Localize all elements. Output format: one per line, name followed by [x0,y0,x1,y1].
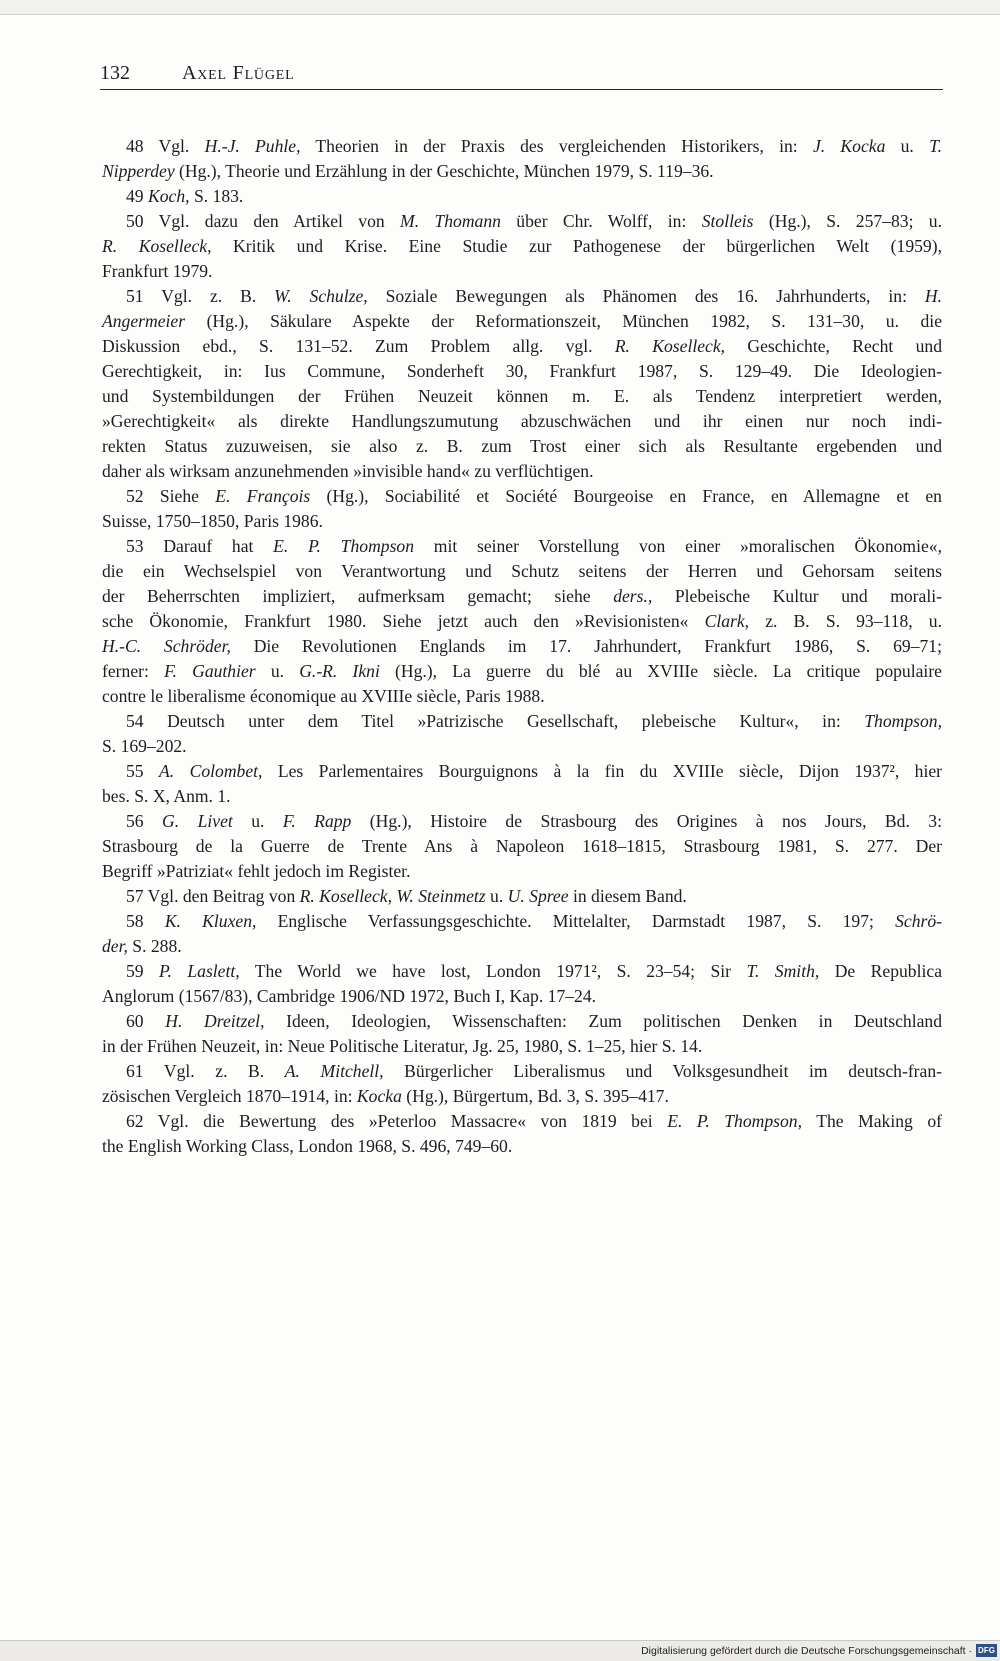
footnote-text-segment: 54 Deutsch unter dem Titel »Patrizische Gesellschaft, plebeische Kultur«, in: [126,711,865,731]
footnote-italic-segment: R. Koselleck, [614,336,726,356]
footnote-text-segment: 60 [126,1011,166,1031]
footnote-italic-segment: Nipperdey [102,161,175,181]
footnote-line [102,584,942,609]
footnote-line [102,434,942,459]
footnote-text-segment: Frankfurt 1979. [102,261,213,281]
footnote-line [102,734,942,759]
footnote-line [102,509,942,534]
footnote [102,1059,942,1109]
footnote-text-segment: u. [255,661,300,681]
footnote-text-segment: Suisse, 1750–1850, Paris 1986. [102,511,323,531]
footnote-line [102,1034,942,1059]
footnote-text-segment: in der Frühen Neuzeit, in: Neue Politische Literatur, Jg. 25, 1980, S. 1–25, hier S. 14. [102,1036,703,1056]
footnote-line [102,534,942,559]
footnote-line [102,309,942,334]
footnote-line [102,359,942,384]
footnote-text-segment: 62 Vgl. die Bewertung des »Peterloo Massacre« von 1819 bei [126,1111,668,1131]
footnote-line [102,909,942,934]
footnote-text-segment: 51 Vgl. z. B. [126,286,275,306]
footnote-line [102,684,942,709]
footnote-text-segment: der Beherrschten impliziert, aufmerksam gemacht; siehe [102,586,614,606]
dfg-logo: DFG [976,1644,997,1657]
footnote-text-segment: 48 Vgl. [126,136,205,156]
footnote-text-segment: 58 [126,911,165,931]
footnote-text-segment: 57 Vgl. den Beitrag von [126,886,300,906]
footnote-italic-segment: E. P. Thompson, [667,1111,802,1131]
footnote-italic-segment: P. Laslett, [159,961,240,981]
footnote-line [102,884,942,909]
footnote-text-segment: über Chr. Wolff, in: [500,211,702,231]
footnote-italic-segment: E. François [215,486,311,506]
footnote-line [102,1059,942,1084]
footnote-line [102,134,942,159]
footnote-text-segment: Diskussion ebd., S. 131–52. Zum Problem allg. vgl. [102,336,615,356]
footnote-italic-segment: H. [924,286,942,306]
footnote-text-segment: Soziale Bewegungen als Phänomen des 16. Jahrhunderts, in: [367,286,925,306]
footnote-italic-segment: Clark, [704,611,750,631]
footnote-italic-segment: G.-R. Ikni [299,661,380,681]
footnote-line [102,784,942,809]
footnote-text-segment: daher als wirksam anzunehmenden »invisible hand« zu verflüchtigen. [102,461,594,481]
footnote-text-segment: The Making of [802,1111,942,1131]
footnote-text-segment: the English Working Class, London 1968, S. 496, 749–60. [102,1136,513,1156]
footnote-text-segment: Geschichte, Recht und [725,336,942,356]
footnote-line [102,934,942,959]
footnote-line [102,859,942,884]
footnote-text-segment: (Hg.), Sociabilité et Société Bourgeoise en France, en Allemagne et en [310,486,942,506]
footnote-italic-segment: E. P. Thompson [273,536,415,556]
footnote-line [102,184,942,209]
page-header [100,58,943,88]
footnote-text-segment: 52 Siehe [126,486,216,506]
footnote-text-segment: Anglorum (1567/83), Cambridge 1906/ND 1972, Buch I, Kap. 17–24. [102,986,597,1006]
footnote-text-segment: Theorien in der Praxis des vergleichenden Historikers, in: [300,136,813,156]
footnote-line [102,809,942,834]
footnote-line [102,384,942,409]
footnote-text-segment: (Hg.), Säkulare Aspekte der Reformationszeit, München 1982, S. 131–30, u. die [185,311,942,331]
footnote-line [102,234,942,259]
footnote-italic-segment: Koch, [148,186,190,206]
footnote-text-segment: Bürgerlicher Liberalismus und Volksgesundheit im deutsch-fran- [383,1061,942,1081]
footnote-text-segment: 53 Darauf hat [126,536,274,556]
footnote-italic-segment: K. Kluxen, [164,911,257,931]
footnote-text-segment: und Systembildungen der Frühen Neuzeit können m. E. als Tendenz interpretiert werden, [102,386,942,406]
footnote-text-segment: Les Parlementaires Bourguignons à la fin du XVIIIe siècle, Dijon 1937², hier [262,761,943,781]
footnote-line [102,159,942,184]
footnote-text-segment: sche Ökonomie, Frankfurt 1980. Siehe jetzt auch den »Revisionisten« [102,611,705,631]
footnote-text-segment: 61 Vgl. z. B. [126,1061,285,1081]
footnote-italic-segment: J. Kocka [812,136,886,156]
footnote-italic-segment: U. Spree [507,886,569,906]
footnote [102,884,942,909]
footnote-italic-segment: G. Livet [162,811,233,831]
footnote-text-segment: (Hg.), Histoire de Strasbourg des Origines à nos Jours, Bd. 3: [351,811,942,831]
footnote-text-segment: u. [232,811,283,831]
footnote-line [102,834,942,859]
footnote-line [102,1134,942,1159]
footnote-italic-segment: T. Smith, [746,961,820,981]
footnote-line [102,984,942,1009]
footnote-text-segment: 49 [126,186,148,206]
footnote-text-segment: Ideen, Ideologien, Wissenschaften: Zum politischen Denken in Deutschland [264,1011,942,1031]
footnote-italic-segment: R. Koselleck, [102,236,212,256]
footnote-line [102,334,942,359]
footnote-text-segment: 50 Vgl. dazu den Artikel von [126,211,401,231]
footnote-italic-segment: Angermeier [102,311,186,331]
footnote-text-segment: S. 288. [127,936,182,956]
footnote-line [102,634,942,659]
footnote [102,209,942,284]
footnote-text-segment: rekten Status zuzuweisen, sie also z. B. zum Trost einer sich als Resultante ergebenden und [102,436,942,456]
footnote [102,709,942,759]
footnote-italic-segment: Schrö- [895,911,942,931]
footnote-text-segment: (Hg.), La guerre du blé au XVIIIe siècle. La critique populaire [379,661,942,681]
footnote-italic-segment: A. Colombet, [159,761,263,781]
footnote-text-segment: u. [885,136,930,156]
footnote-line [102,709,942,734]
footnote-italic-segment: T. [929,136,942,156]
digitization-footer [0,1640,1000,1661]
footnote-italic-segment: R. Koselleck, W. Steinmetz [299,886,486,906]
footnote-line [102,209,942,234]
footnote-text-segment: Gerechtigkeit, in: Ius Commune, Sonderheft 30, Frankfurt 1987, S. 129–49. Die Ideologien- [102,361,942,381]
footnote [102,809,942,884]
footnote [102,284,942,484]
footnote-italic-segment: A. Mitchell, [284,1061,384,1081]
footnote-italic-segment: H. Dreitzel, [165,1011,265,1031]
footnote-line [102,1009,942,1034]
footnote-text-segment: »Gerechtigkeit« als direkte Handlungszumutung abzuschwächen und ihr einen nur noch indi- [102,411,942,431]
footnote-text-segment: De Republica [819,961,943,981]
footnote-italic-segment: M. Thomann [400,211,501,231]
footnote-text-segment: S. 169–202. [102,736,187,756]
footnote-line [102,1109,942,1134]
footnote-italic-segment: Stolleis [701,211,754,231]
footnote-text-segment: Die Revolutionen Englands im 17. Jahrhundert, Frankfurt 1986, S. 69–71; [230,636,942,656]
footnote [102,959,942,1009]
footnote-line [102,409,942,434]
footnote [102,184,942,209]
footnote-text-segment: Begriff »Patriziat« fehlt jedoch im Register. [102,861,411,881]
footnote-italic-segment: Kocka [356,1086,402,1106]
footnote-text-segment: in diesem Band. [568,886,687,906]
footnote-text-segment: 55 [126,761,160,781]
footnote-text-segment: (Hg.), Bürgertum, Bd. 3, S. 395–417. [401,1086,669,1106]
footnotes-list [102,134,942,1159]
footnote-line [102,759,942,784]
footnote-text-segment: mit seiner Vorstellung von einer »moralischen Ökonomie«, [414,536,942,556]
footnote-line [102,1084,942,1109]
footnote [102,909,942,959]
page-number: 132 [100,62,130,84]
footnote-italic-segment: F. Gauthier [164,661,256,681]
footnote-italic-segment: H.-C. Schröder, [102,636,231,656]
footnote-italic-segment: der, [102,936,128,956]
footnote-text-segment: 56 [126,811,163,831]
footnote-line [102,959,942,984]
footnote-text-segment: ferner: [102,661,165,681]
footnote-text-segment: (Hg.), S. 257–83; u. [753,211,942,231]
footnote-text-segment: The World we have lost, London 1971², S. 23–54; Sir [239,961,747,981]
footnote-line [102,559,942,584]
footnote-text-segment: bes. S. X, Anm. 1. [102,786,231,806]
footnote [102,134,942,184]
footnote-text-segment: die ein Wechselspiel von Verantwortung und Schutz seitens der Herren und Gehorsam seitens [102,561,942,581]
footnote-italic-segment: W. Schulze, [274,286,368,306]
footnote-text-segment: Kritik und Krise. Eine Studie zur Pathogenese der bürgerlichen Welt (1959), [211,236,942,256]
footnote-line [102,484,942,509]
footnote-italic-segment: H.-J. Puhle, [204,136,301,156]
footnote-text-segment: S. 183. [189,186,244,206]
scan-top-border [0,0,1000,15]
footnote-line [102,259,942,284]
footnote-text-segment: Plebeische Kultur und morali- [652,586,942,606]
footnote-text-segment: zösischen Vergleich 1870–1914, in: [102,1086,357,1106]
footnote-line [102,284,942,309]
footnote-text-segment: z. B. S. 93–118, u. [749,611,942,631]
footnote-italic-segment: F. Rapp [282,811,352,831]
footnote-text-segment: contre le liberalisme économique au XVIIIe siècle, Paris 1988. [102,686,545,706]
footnote [102,1109,942,1159]
footnote [102,534,942,709]
header-rule [100,89,943,90]
footnote-text-segment: Englische Verfassungsgeschichte. Mittelalter, Darmstadt 1987, S. 197; [256,911,896,931]
footnote-line [102,609,942,634]
footnote-italic-segment: Thompson, [864,711,942,731]
footnote-italic-segment: ders., [613,586,653,606]
footnote-line [102,659,942,684]
footnote-text-segment: (Hg.), Theorie und Erzählung in der Geschichte, München 1979, S. 119–36. [174,161,714,181]
footnote-line [102,459,942,484]
footnote [102,759,942,809]
footer-credit: Digitalisierung gefördert durch die Deutsche Forschungsgemeinschaft · [641,1645,972,1657]
footnote-text-segment: Strasbourg de la Guerre de Trente Ans à Napoleon 1618–1815, Strasbourg 1981, S. 277. Der [102,836,942,856]
footnote [102,484,942,534]
footnote-text-segment: 59 [126,961,160,981]
footnote-text-segment: u. [485,886,508,906]
footnote [102,1009,942,1059]
running-head: Axel Flügel [182,62,295,84]
